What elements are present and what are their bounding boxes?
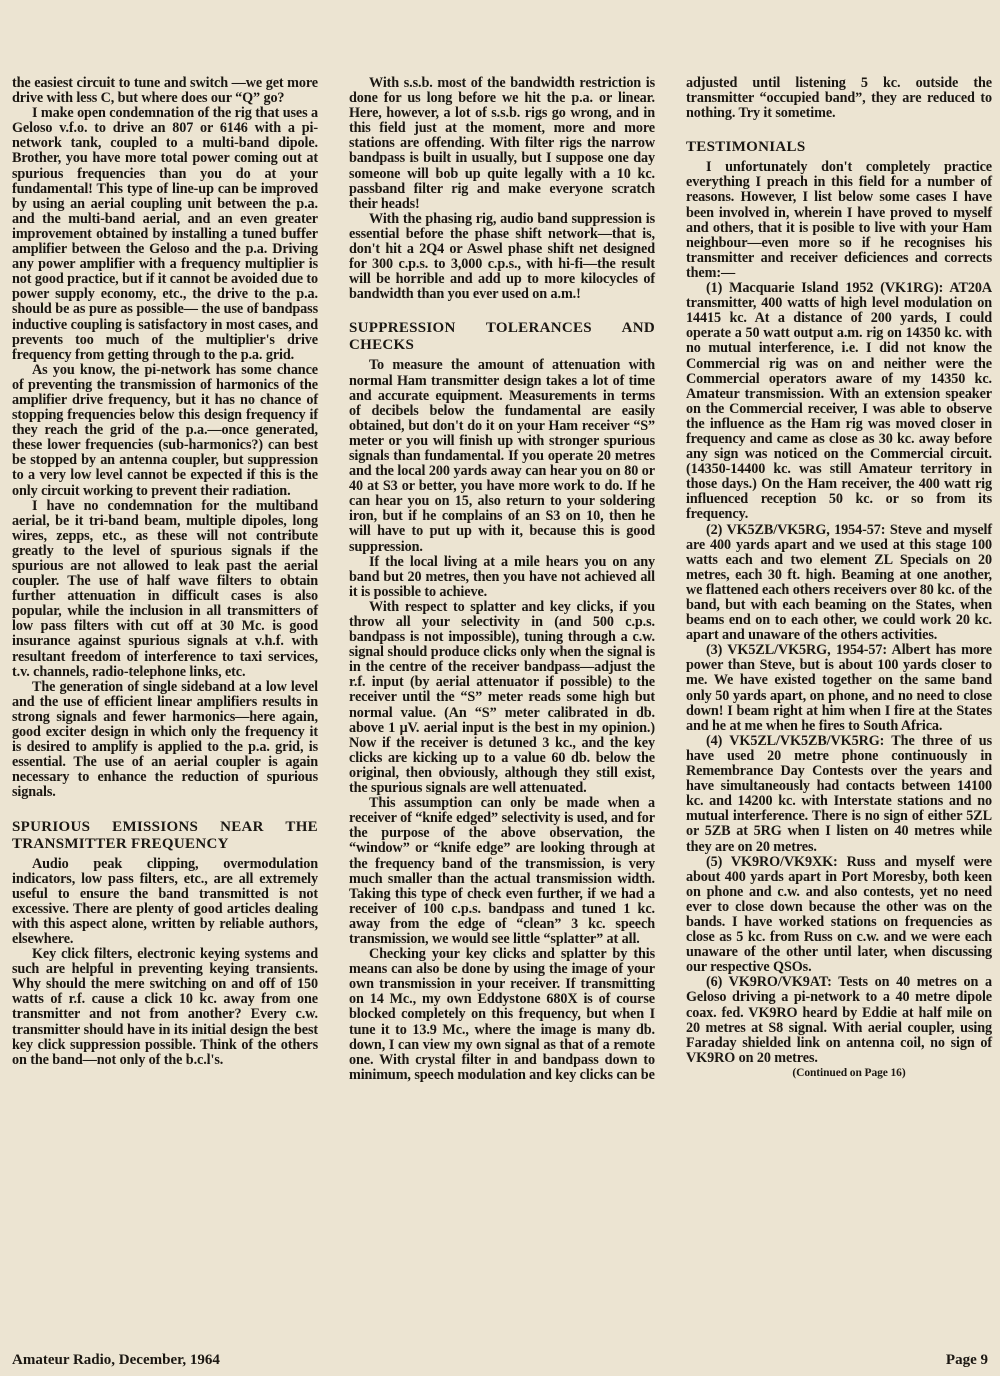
paragraph: (6) VK9RO/VK9AT: Tests on 40 metres on a Geloso driving a pi-network to a 40 metre dipole coax. fed. VK9RO heard by Eddie at half mile on 20 metres at S8 signal. With aerial coupler, using Faraday shielded link on antenna coil, no sign of VK9RO on 20 metres. xyxy=(686,974,992,1066)
paragraph: I make open condemnation of the rig that uses a Geloso v.f.o. to drive an 807 or 6146 with a pi-network tank, coupled to a multi-band dipole. Brother, you have more total power coming out at spurious frequencies than you do at your fundamental! This type of line-up can be improved by using an aerial coupling unit between the p.a. and the multi-band aerial, and an even greater improvement obtained by installing a tuned buffer amplifier between the Geloso and the p.a. Driving any power amplifier with a frequency multiplier is not good practice, but if it cannot be avoided due to power supply economy, etc., the drive to the p.a. should be as pure as possible— the use of bandpass inductive coupling is satisfactory in most cases, and prevents too much of the multiplier's drive frequency from getting through to the p.a. grid. xyxy=(12,105,318,363)
paragraph: Checking your key clicks and splatter by this means can also be done by using the image of your own transmission in your receiver. If transmitting on 14 Mc., my own Eddystone 680X is of course blocked completely on this frequency, but when I tune it to 13.9 Mc., where the image is many db. down, I can view my own signal as that of a remote one. With crystal filter in and bandpass down to minimum, speech modulation and key clicks can be xyxy=(349,946,655,1083)
paragraph: (5) VK9RO/VK9XK: Russ and myself were about 400 yards apart in Port Moresby, both keen on phone and c.w. and also contests, yet no need ever to close down because the other was on the bands. I have worked stations on frequencies as close as 5 kc. from Russ on c.w. and we were each unaware of the other until later, when discussing our respective QSOs. xyxy=(686,853,992,976)
column-1 xyxy=(12,76,318,1068)
paragraph: If the local living at a mile hears you on any band but 20 metres, then you have not achieved all it is possible to achieve. xyxy=(349,553,655,600)
paragraph: With s.s.b. most of the bandwidth restriction is done for us long before we hit the p.a. or linear. Here, however, a lot of s.s.b. rigs go wrong, and in this field just at the moment, more and more stations are offending. With filter rigs the narrow bandpass is built in usually, but I suppose one day someone will bob up quite legally with a 10 kc. passband filter rig and make everyone scratch their heads! xyxy=(349,75,655,212)
column-3 xyxy=(686,76,992,1081)
continued-note: (Continued on Page 16) xyxy=(792,1066,906,1079)
footer-publication: Amateur Radio, December, 1964 xyxy=(12,1352,220,1368)
paragraph: The generation of single sideband at a low level and the use of efficient linear amplifiers results in strong signals and fewer harmonics—here again, good exciter design in which only the frequency it is desired to amplify is applied to the p.a. grid, is essential. The use of an aerial coupler is again necessary to enhance the reduction of spurious signals. xyxy=(12,678,318,801)
paragraph: (3) VK5ZL/VK5RG, 1954-57: Albert has more power than Steve, but is about 100 yards closer to me. We have existed together on the same band only 50 yards apart, on phone, and no need to close down! I beam right at him when I fire at the States and he at me when he fires to South Africa. xyxy=(686,642,992,734)
paragraph: This assumption can only be made when a receiver of “knife edged” selectivity is used, and for the purpose of the above observation, the “window” or “knife edge” are looking through at the frequency band of the transmission, is very much smaller than the actual transmission width. Taking this type of check even further, if we had a receiver of 100 c.p.s. bandpass and tuned 1 kc. away from the edge of “clean” 3 kc. speech transmission, we would see little “splatter” at all. xyxy=(349,795,655,947)
column-2 xyxy=(349,76,655,1083)
paragraph: (2) VK5ZB/VK5RG, 1954-57: Steve and myself are 400 yards apart and we used at this stage 100 watts each and two element ZL Specials on 20 metres, each 30 ft. high. Beaming at one another, we flattened each others receivers over 80 kc. of the band, but with each beaming on the States, when beams end on to each other, we could work 20 kc. apart and unaware of the others activities. xyxy=(686,521,992,644)
paragraph: As you know, the pi-network has some chance of preventing the transmission of harmonics of the amplifier drive frequency, but it has no chance of stopping frequencies below this design frequency if they reach the grid of the p.a.—once generated, these lower frequencies (sub-harmonics?) can best be stopped by an antenna coupler, but suppression to a very low level cannot be expected if this is the only circuit working to prevent their radiation. xyxy=(12,361,318,499)
paragraph: I have no condemnation for the multiband aerial, be it tri-band beam, multiple dipoles, long wires, zepps, etc., as these will not contribute greatly to the level of spurious signals if the spurious are not allowed to leak past the aerial coupler. The use of half wave filters to obtain further attenuation in difficult cases is also popular, while the inclusion in all transmitters of low pass filters with cut off at 30 Mc. is good insurance against spurious signals at v.h.f. with resultant freedom of interference to taxi services, t.v. channels, radio-telephone links, etc. xyxy=(12,497,318,680)
section-heading: SUPPRESSION TOLERANCES AND CHECKS xyxy=(349,320,655,354)
paragraph: Audio peak clipping, overmodulation indicators, low pass filters, etc., are all extremely useful to ensure the band transmitted is not excessive. There are plenty of good articles dealing with this aspect alone, written by reliable authors, elsewhere. xyxy=(12,855,318,947)
paragraph: I unfortunately don't completely practice everything I preach in this field for a number of reasons. However, I list below some cases I have been involved in, wherein I have proved to myself and others, that it is posible to live with your Ham neighbour—even more so if he recognises his transmitter and receiver deficiences and corrects them:— xyxy=(686,159,992,281)
section-heading: TESTIMONIALS xyxy=(686,139,806,156)
paragraph: With respect to splatter and key clicks, if you throw all your selectivity in (and 500 c.p.s. bandpass is not impossible), tuning through a c.w. signal should produce clicks only when the signal is in the centre of the receiver bandpass—adjust the r.f. input (by aerial attenuator if possible) to the receiver until the “S” meter reads some high but normal value. (An “S” meter calibrated in db. above 1 μV. aerial input is the best in my opinion.) Now if the receiver is detuned 3 kc., and the key clicks are kicking up to a value 60 db. below the original, then obviously, although they still exist, the spurious signals are well attenuated. xyxy=(349,598,655,797)
paragraph: adjusted until listening 5 kc. outside the transmitter “occupied band”, they are reduced to nothing. Try it sometime. xyxy=(686,75,992,122)
paragraph: (1) Macquarie Island 1952 (VK1RG): AT20A transmitter, 400 watts of high level modulation on 14415 kc. At a distance of 200 yards, I could operate a 50 watt output a.m. rig on 14350 kc. with no mutual interference, i.e. I did not know the Commercial rig was on and neither were the Commercial operators aware of my 14350 kc. Amateur transmission. With an extension speaker on the Commercial receiver, I was able to observe the influence as the Ham rig was moved closer in frequency and came as close as 30 kc. away before any sign was noticed on the Commercial circuit. (14350-14400 kc. was still Amateur territory in those days.) On the Ham receiver, the 400 watt rig influenced reception 50 kc. or so from its frequency. xyxy=(686,280,992,523)
paragraph: Key click filters, electronic keying systems and such are helpful in preventing keying transients. Why should the mere switching on and off of 150 watts of r.f. cause a click 10 kc. away from one transmitter and not from another? Every c.w. transmitter should have in its initial design the best key click suppression possible. Think of the others on the band—not only of the b.c.l's. xyxy=(12,946,318,1068)
section-heading: SPURIOUS EMISSIONS NEAR THE TRANSMITTER FREQUENCY xyxy=(12,818,318,852)
paragraph: the easiest circuit to tune and switch —we get more drive with less C, but where does our “Q” go? xyxy=(12,75,318,107)
paragraph: (4) VK5ZL/VK5ZB/VK5RG: The three of us have used 20 metre phone continuously in Remembrance Day Contests over the years and have simultaneously had contacts between 14100 kc. and 14200 kc. with Interstate stations and no mutual interference. There is no sign of either 5ZL or 5ZB at 5RG when I listen on 40 metres while they are on 20 metres. xyxy=(686,732,992,855)
paragraph: With the phasing rig, audio band suppression is essential before the phase shift network—that is, don't hit a 2Q4 or Aswel phase shift net designed for 300 c.p.s. to 3,000 c.p.s., with hi-fi—the result will be horrible and add up to more kilocycles of bandwidth than you ever used on a.m.! xyxy=(349,210,655,303)
paragraph: To measure the amount of attenuation with normal Ham transmitter design takes a lot of time and accurate equipment. Measurements in terms of decibels below the fundamental are easily obtained, but don't do it on your Ham receiver “S” meter or you will finish up with stronger spurious signals than fundamental. If you operate 20 metres and the local 200 yards away can hear you on 80 or 40 at S3 or better, you have more work to do. If he can hear you on 15, also return to your soldering iron, but if he complains of an S3 on 10, then he will have to put up with it, because this is good suppression. xyxy=(349,357,655,555)
footer-page-number: Page 9 xyxy=(945,1352,988,1368)
